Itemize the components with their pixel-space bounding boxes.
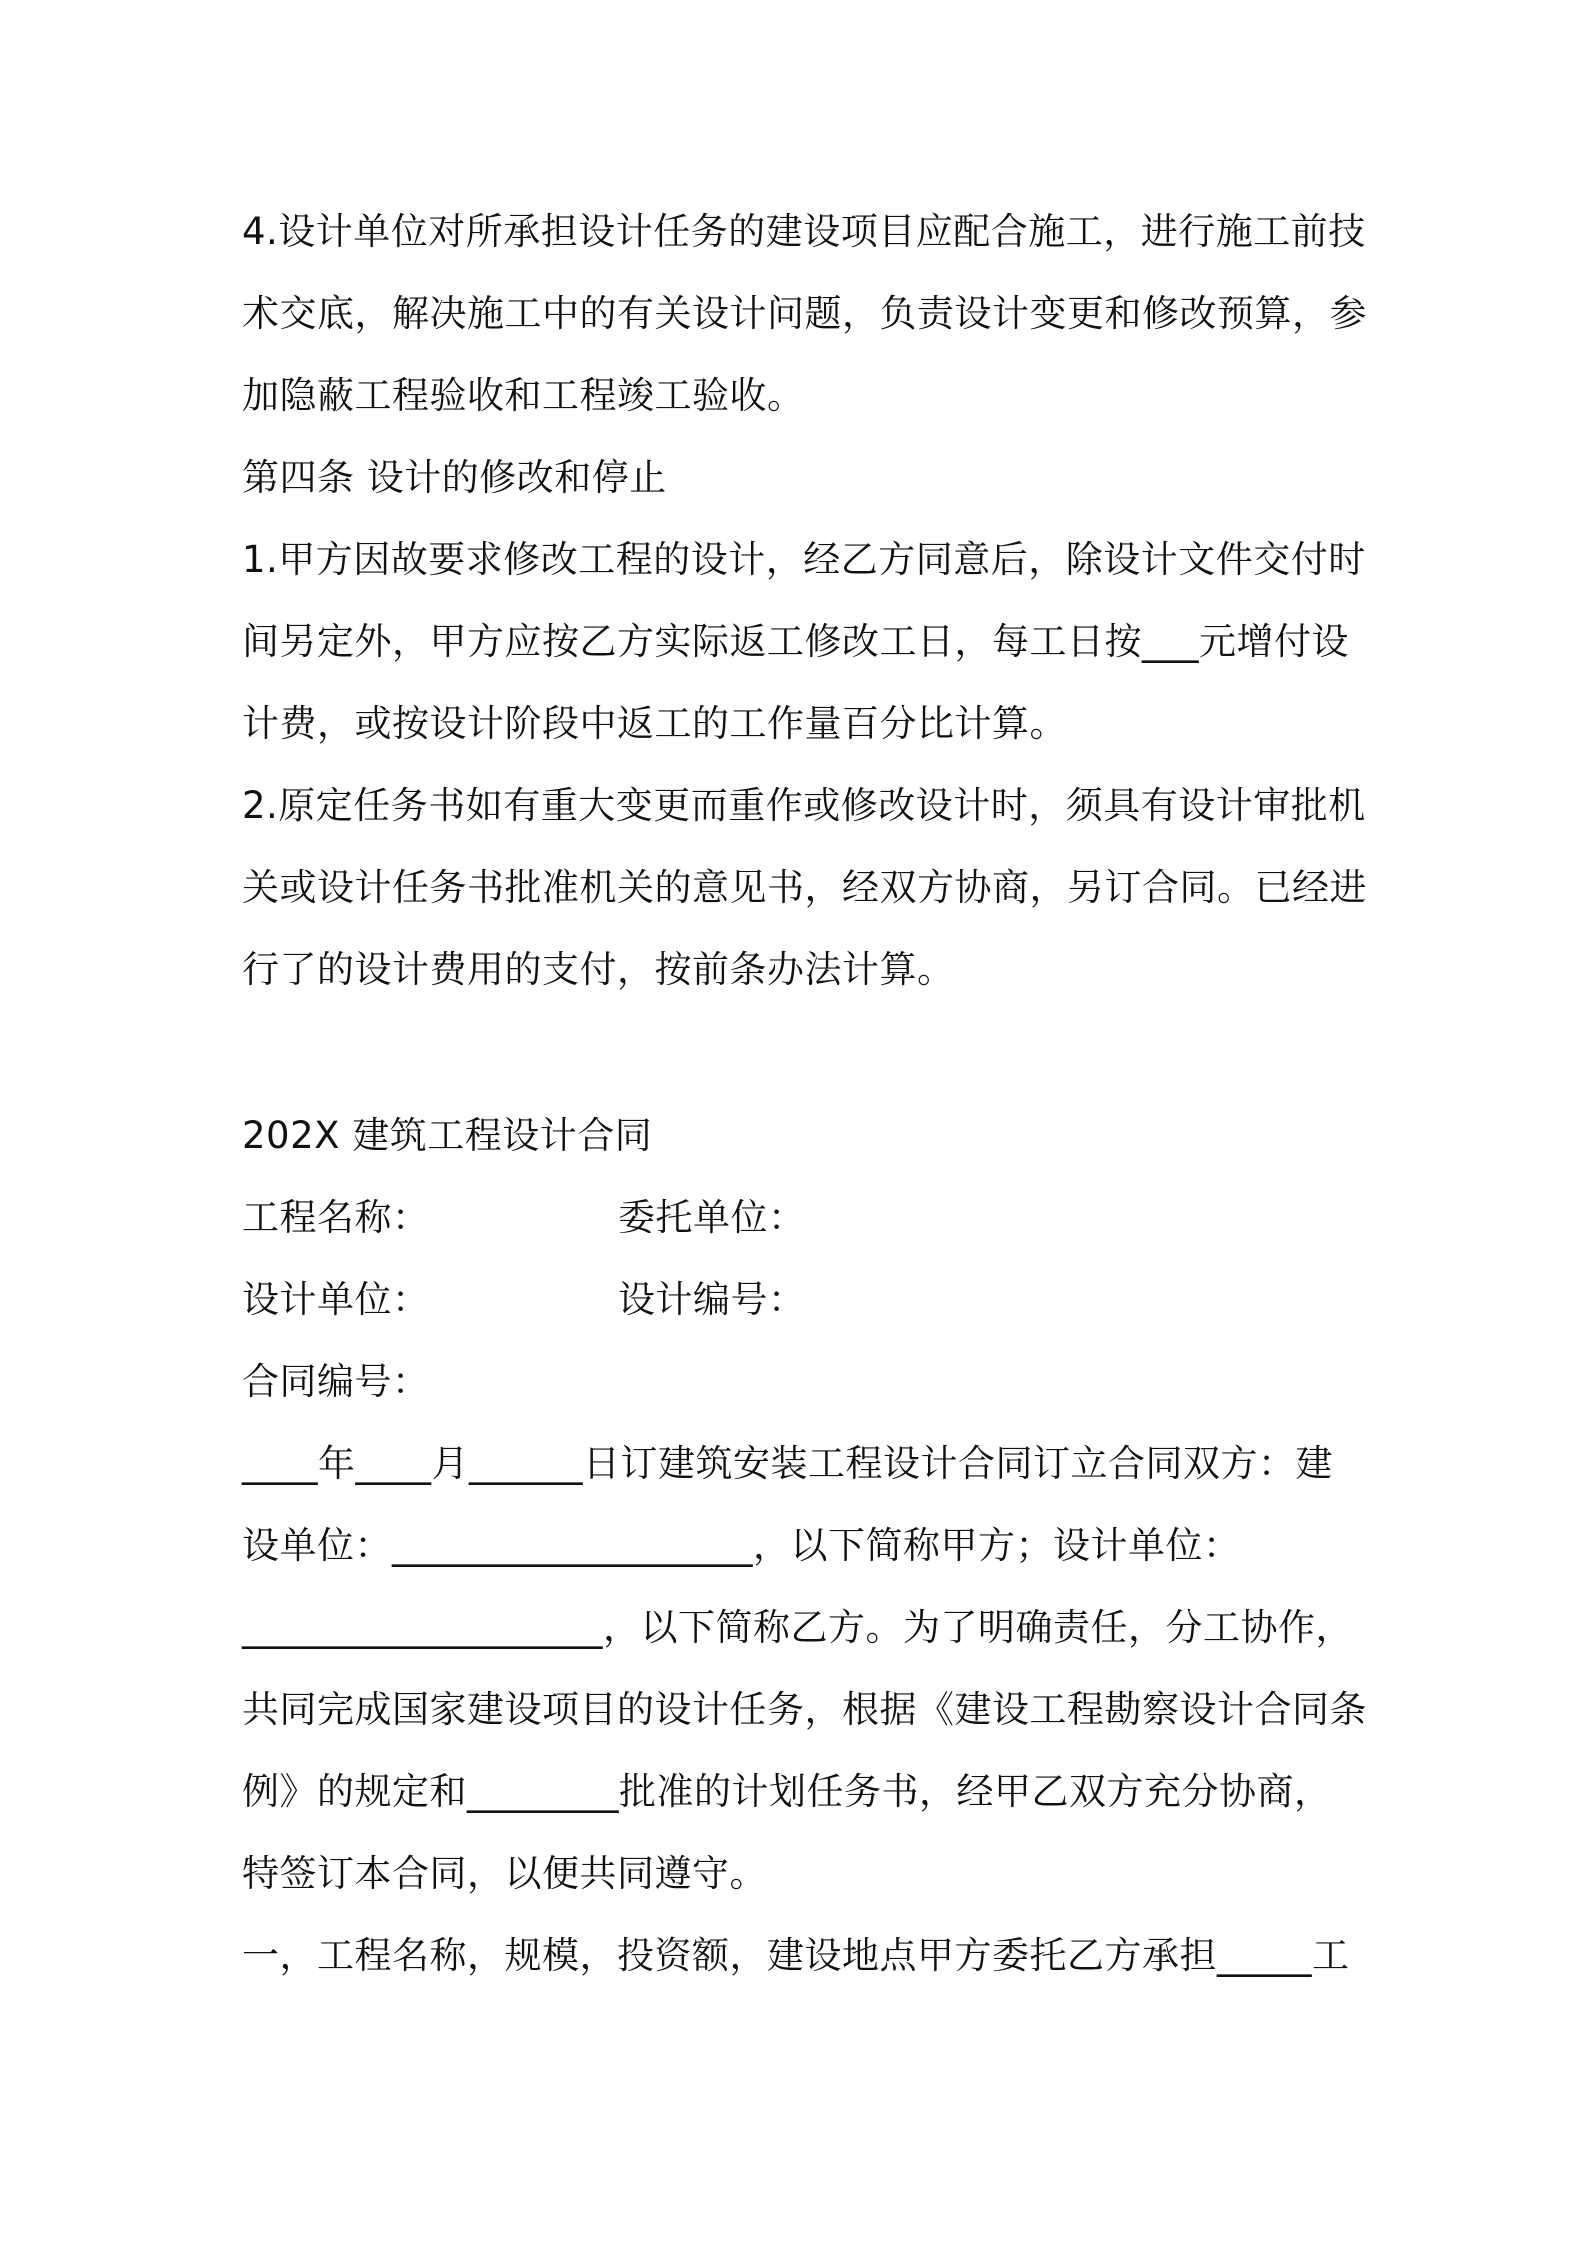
- intro-line-6: 特签订本合同，以便共同遵守。: [242, 1852, 767, 1895]
- project-name-label: 工程名称：: [242, 1196, 430, 1239]
- item-1-line-3: 计费，或按设计阶段中返工的工作量百分比计算。: [242, 702, 1067, 745]
- paragraph-4-line-1: 4.设计单位对所承担设计任务的建设项目应配合施工，进行施工前技: [242, 210, 1366, 253]
- item-2-line-3: 行了的设计费用的支付，按前条办法计算。: [242, 948, 955, 991]
- article-4-heading: 第四条 设计的修改和停止: [242, 456, 667, 499]
- intro-line-5: 例》的规定和________批准的计划任务书，经甲乙双方充分协商，: [242, 1770, 1332, 1813]
- design-number-label: 设计编号：: [618, 1278, 806, 1321]
- item-1-line-1: 1.甲方因故要求修改工程的设计，经乙方同意后，除设计文件交付时: [242, 538, 1366, 581]
- client-unit-label: 委托单位：: [618, 1196, 806, 1239]
- design-unit-label: 设计单位：: [242, 1278, 430, 1321]
- field-row-2: [242, 1276, 806, 1324]
- intro-line-4: 共同完成国家建设项目的设计任务，根据《建设工程勘察设计合同条: [242, 1688, 1367, 1731]
- contract-title: 202X 建筑工程设计合同: [242, 1114, 653, 1157]
- field-row-1: [242, 1194, 806, 1242]
- intro-line-1: ____年____月______日订建筑安装工程设计合同订立合同双方：建: [242, 1442, 1333, 1485]
- intro-line-2: 设单位：___________________，以下简称甲方；设计单位：: [242, 1524, 1241, 1567]
- paragraph-4-line-2: 术交底，解决施工中的有关设计问题，负责设计变更和修改预算，参: [242, 292, 1367, 335]
- item-2-line-1: 2.原定任务书如有重大变更而重作或修改设计时，须具有设计审批机: [242, 784, 1366, 827]
- intro-line-3: ___________________，以下简称乙方。为了明确责任，分工协作，: [242, 1606, 1353, 1649]
- item-2-line-2: 关或设计任务书批准机关的意见书，经双方协商，另订合同。已经进: [242, 866, 1367, 909]
- item-1-line-2: 间另定外，甲方应按乙方实际返工修改工日，每工日按___元增付设: [242, 620, 1349, 663]
- paragraph-4-line-3: 加隐蔽工程验收和工程竣工验收。: [242, 374, 805, 417]
- contract-number-label: 合同编号：: [242, 1360, 430, 1403]
- clause-1-line: 一，工程名称，规模，投资额，建设地点甲方委托乙方承担_____工: [242, 1934, 1350, 1977]
